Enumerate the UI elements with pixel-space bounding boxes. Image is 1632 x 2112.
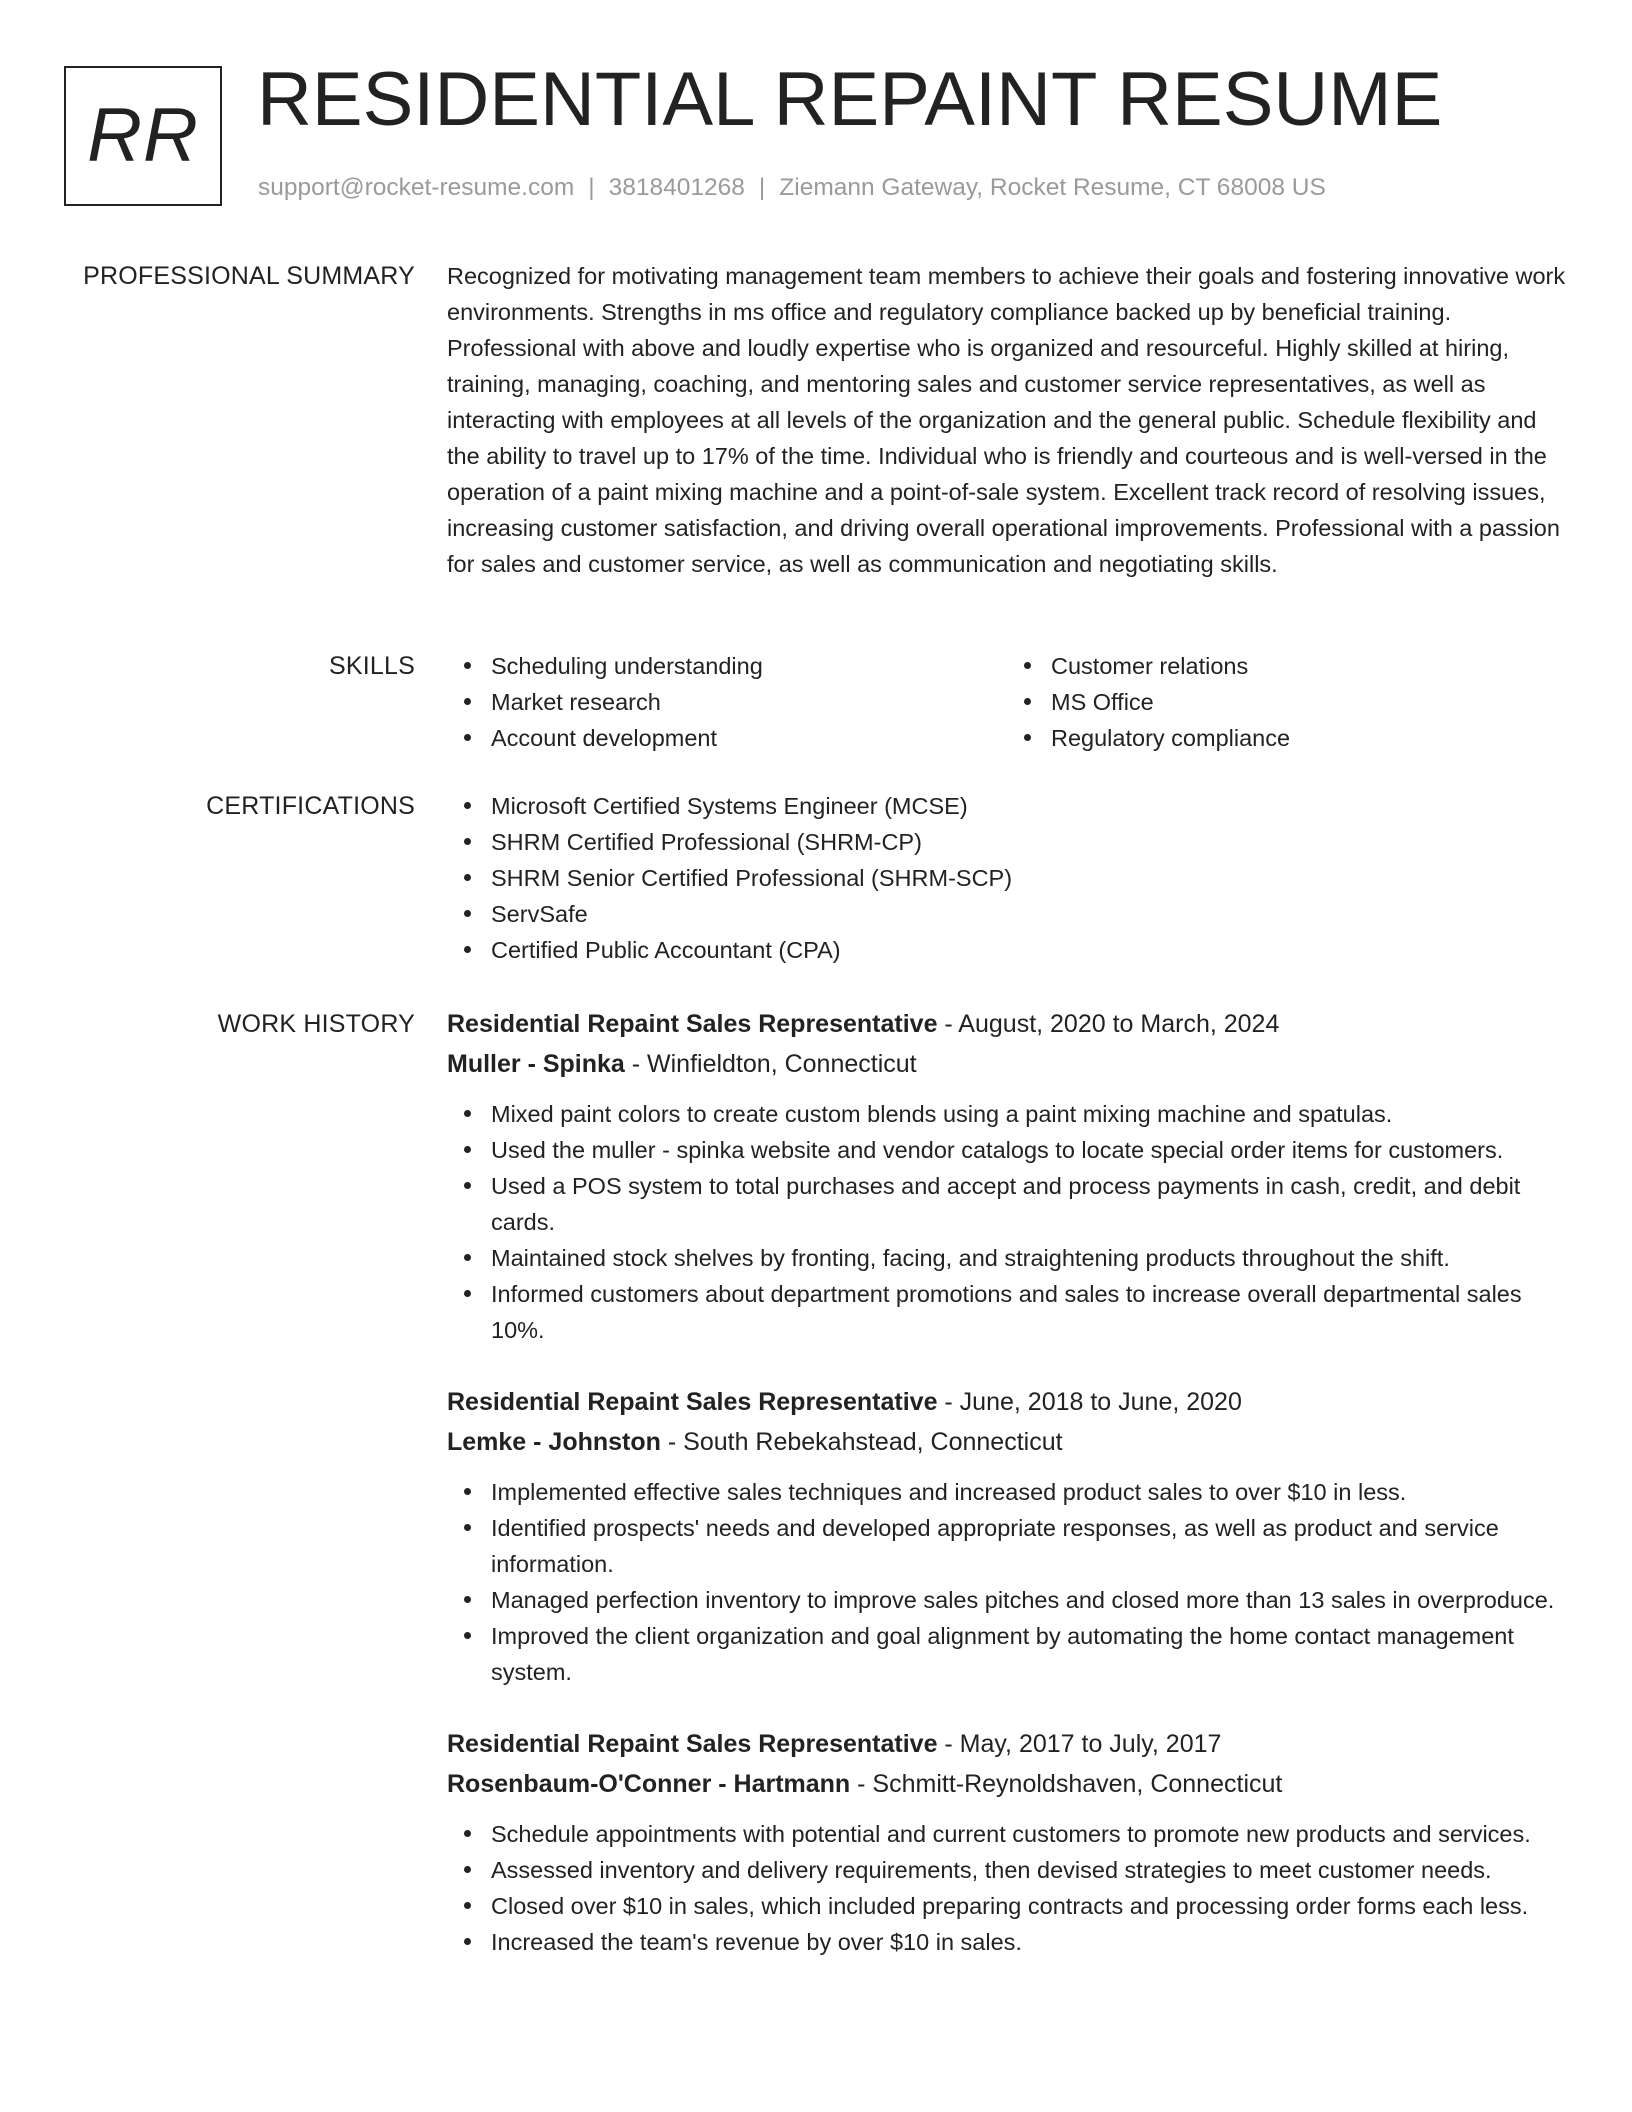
job-bullet: Informed customers about department promotions and sales to increase overall departmental sales 10%. — [491, 1276, 1567, 1348]
skill-item: Market research — [491, 684, 1007, 720]
job-entry — [447, 1724, 1567, 1960]
resume-title: RESIDENTIAL REPAINT RESUME — [257, 57, 1443, 142]
certification-item: SHRM Senior Certified Professional (SHRM-SCP) — [491, 860, 1567, 896]
certifications-body — [447, 788, 1567, 968]
summary-text: Recognized for motivating management team members to achieve their goals and fostering innovative work environments. Strengths in ms office and regulatory compliance backed up by beneficial training. Professional with above and loudly expertise who is organized and resourceful. Highly skilled at hiring, training, managing, coaching, and mentoring sales and customer service representatives, as well as interacting with employees at all levels of the organization and the general public. Schedule flexibility and the ability to travel up to 17% of the time. Individual who is friendly and courteous and is well-versed in the operation of a paint mixing machine and a point-of-sale system. Excellent track record of resolving issues, increasing customer satisfaction, and driving overall operational improvements. Professional with a passion for sales and customer service, as well as communication and negotiating skills. — [447, 263, 1566, 577]
job-bullet: Identified prospects' needs and developed appropriate responses, as well as product and service information. — [491, 1510, 1567, 1582]
summary-heading: PROFESSIONAL SUMMARY — [83, 262, 415, 290]
job-bullet: Managed perfection inventory to improve sales pitches and closed more than 13 sales in overproduce. — [491, 1582, 1567, 1618]
job-company-line — [447, 1422, 1567, 1462]
job-bullet: Used a POS system to total purchases and accept and process payments in cash, credit, and debit cards. — [491, 1168, 1567, 1240]
work-history-heading: WORK HISTORY — [217, 1010, 415, 1038]
job-title: Residential Repaint Sales Representative — [447, 1730, 938, 1758]
skill-item: Customer relations — [1051, 648, 1567, 684]
monogram-initials: RR — [87, 93, 199, 178]
contact-email[interactable]: support@rocket-resume.com — [258, 174, 575, 201]
certifications-heading: CERTIFICATIONS — [206, 792, 415, 820]
job-entry — [447, 1004, 1567, 1348]
contact-separator: | — [758, 174, 766, 201]
job-bullet: Improved the client organization and goal alignment by automating the home contact management system. — [491, 1618, 1567, 1690]
skills-list-left — [447, 648, 1007, 756]
job-dates: - August, 2020 to March, 2024 — [937, 1010, 1280, 1038]
job-bullets — [447, 1474, 1567, 1690]
job-company-line — [447, 1764, 1567, 1804]
job-dates: - May, 2017 to July, 2017 — [937, 1730, 1222, 1758]
job-bullet: Schedule appointments with potential and current customers to promote new products and services. — [491, 1816, 1567, 1852]
job-title: Residential Repaint Sales Representative — [447, 1388, 938, 1416]
job-company: Muller - Spinka — [447, 1050, 625, 1078]
certifications-list — [447, 788, 1567, 968]
contact-phone[interactable]: 3818401268 — [608, 174, 745, 201]
skill-item: Scheduling understanding — [491, 648, 1007, 684]
certification-item: SHRM Certified Professional (SHRM-CP) — [491, 824, 1567, 860]
skill-item: MS Office — [1051, 684, 1567, 720]
job-bullet: Closed over $10 in sales, which included preparing contracts and processing order forms each less. — [491, 1888, 1567, 1924]
work-history-body — [447, 1004, 1567, 1994]
job-bullet: Mixed paint colors to create custom blends using a paint mixing machine and spatulas. — [491, 1096, 1567, 1132]
certification-item: Microsoft Certified Systems Engineer (MCSE) — [491, 788, 1567, 824]
job-title-line — [447, 1004, 1567, 1044]
job-bullets — [447, 1096, 1567, 1348]
skills-body — [447, 648, 1567, 756]
job-company: Rosenbaum-O'Conner - Hartmann — [447, 1770, 851, 1798]
job-location: - Winfieldton, Connecticut — [624, 1050, 917, 1078]
contact-separator: | — [588, 174, 595, 201]
job-location: - Schmitt-Reynoldshaven, Connecticut — [850, 1770, 1283, 1798]
job-title: Residential Repaint Sales Representative — [447, 1010, 938, 1038]
job-title-line — [447, 1724, 1567, 1764]
job-bullet: Increased the team's revenue by over $10 in sales. — [491, 1924, 1567, 1960]
job-bullet: Implemented effective sales techniques and increased product sales to over $10 in less. — [491, 1474, 1567, 1510]
job-bullet: Used the muller - spinka website and vendor catalogs to locate special order items for customers. — [491, 1132, 1567, 1168]
job-company: Lemke - Johnston — [447, 1428, 661, 1456]
certification-item: ServSafe — [491, 896, 1567, 932]
job-title-line — [447, 1382, 1567, 1422]
certification-item: Certified Public Accountant (CPA) — [491, 932, 1567, 968]
contact-line — [258, 174, 1326, 202]
job-bullet: Maintained stock shelves by fronting, facing, and straightening products throughout the shift. — [491, 1240, 1567, 1276]
job-dates: - June, 2018 to June, 2020 — [937, 1388, 1242, 1416]
job-bullet: Assessed inventory and delivery requirements, then devised strategies to meet customer needs. — [491, 1852, 1567, 1888]
job-company-line — [447, 1044, 1567, 1084]
job-entry — [447, 1382, 1567, 1690]
skills-list-right — [1007, 648, 1567, 756]
skill-item: Regulatory compliance — [1051, 720, 1567, 756]
contact-address: Ziemann Gateway, Rocket Resume, CT 68008 US — [779, 174, 1326, 201]
job-bullets — [447, 1816, 1567, 1960]
summary-body — [447, 258, 1567, 582]
skills-heading: SKILLS — [329, 652, 415, 680]
monogram-logo — [64, 66, 222, 206]
job-location: - South Rebekahstead, Connecticut — [660, 1428, 1063, 1456]
skill-item: Account development — [491, 720, 1007, 756]
